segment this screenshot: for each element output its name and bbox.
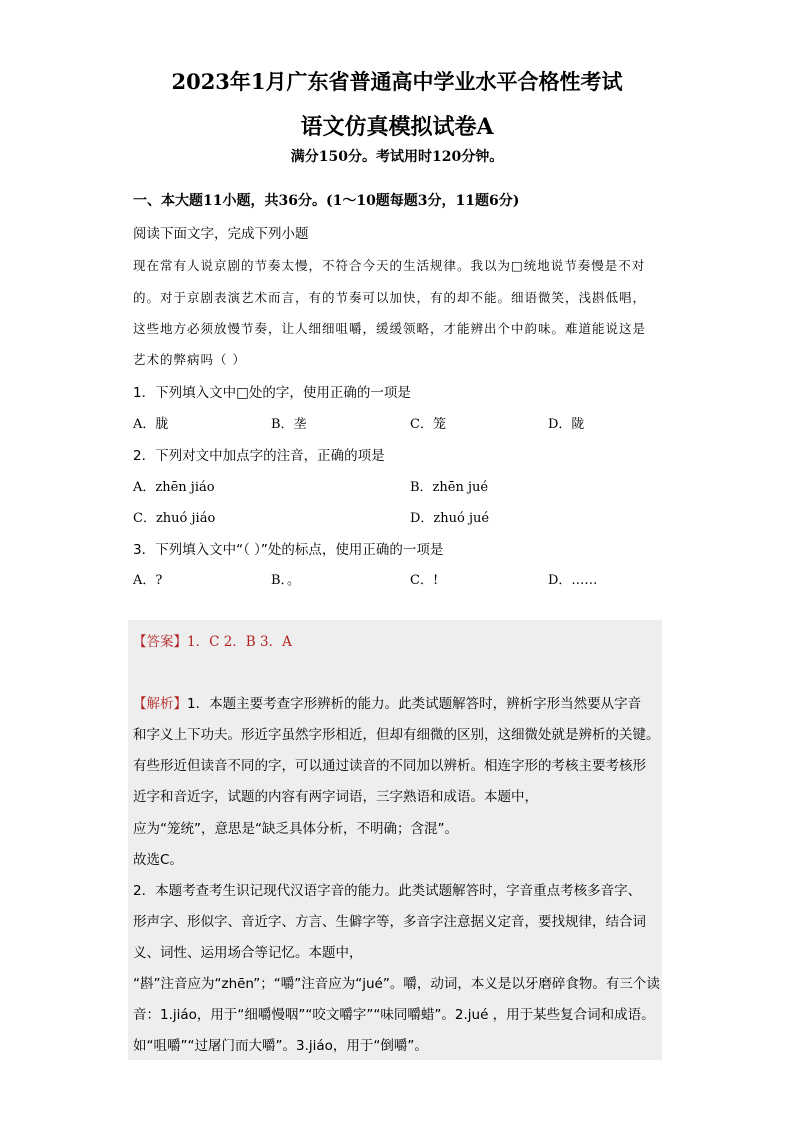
question-1-option-b: B．垄: [271, 417, 307, 432]
question-3-option-d: D．……: [548, 573, 598, 588]
answer-text: 1．C 2．B 3．A: [187, 634, 292, 650]
passage-line: 的。对于京剧表演艺术而言，有的节奏可以加快，有的却不能。细语微笑，浅斟低唱，: [133, 290, 647, 305]
reading-instruction: 阅读下面文字，完成下列小题: [133, 226, 309, 242]
question-2-option-b: B．zhēn jué: [410, 480, 489, 495]
question-2-option-d: D．zhuó jué: [410, 511, 490, 526]
question-3-option-c: C．!: [410, 573, 439, 588]
analysis-line: 近字和音近字，试题的内容有两字词语，三字熟语和成语。本题中，: [133, 789, 538, 805]
section-heading: 一、本大题11小题，共36分。(1～10题每题3分，11题6分): [133, 193, 520, 209]
analysis-label: 【解析】: [133, 696, 187, 712]
answer-line: [133, 630, 292, 650]
analysis-line: 如“咀嚼”“过屠门而大嚼”。3.jiáo，用于“倒嚼”。: [133, 1038, 428, 1054]
question-1-stem: 1．下列填入文中□处的字，使用正确的一项是: [133, 385, 411, 401]
question-3-option-a: A．?: [133, 573, 163, 588]
answer-analysis-box: [128, 620, 662, 1060]
question-1-option-d: D．陇: [548, 417, 585, 432]
analysis-line: “斟”注音应为“zhēn”；“嚼”注音应为“jué”。嚼，动词，本义是以牙磨碎食物。有三个读: [133, 976, 660, 992]
answer-label: 【答案】: [133, 634, 187, 650]
passage-line: 艺术的弊病吗（ ）: [133, 352, 246, 367]
question-2-stem: 2．下列对文中加点字的注音，正确的项是: [133, 448, 385, 464]
analysis-text: 1．本题主要考查字形辨析的能力。此类试题解答时，辨析字形当然要从字音: [187, 696, 642, 712]
question-1-option-a: A．胧: [133, 417, 169, 432]
question-3-stem: 3．下列填入文中“（ ）”处的标点，使用正确的一项是: [133, 542, 444, 558]
analysis-line: 和字义上下功夫。形近字虽然字形相近，但却有细微的区别，这细微处就是辨析的关键。: [133, 727, 660, 743]
analysis-line: 应为“笼统”，意思是“缺乏具体分析，不明确；含混”。: [133, 821, 458, 837]
analysis-line: 义、词性、运用场合等记忆。本题中，: [133, 945, 363, 961]
analysis-line: 形声字、形似字、音近字、方言、生僻字等，多音字注意据义定音，要找规律，结合词: [133, 914, 646, 930]
analysis-line: [133, 692, 641, 712]
question-1-option-c: C．笼: [410, 417, 446, 432]
paper-title: 语文仿真模拟试卷A: [300, 114, 494, 140]
question-2-option-a: A．zhēn jiáo: [133, 480, 215, 495]
question-3-option-b: B．。: [271, 573, 301, 588]
passage-line: 这些地方必须放慢节奏，让人细细咀嚼，缓缓领略，才能辨出个中韵味。难道能说这是: [133, 321, 647, 336]
analysis-line: 故选C。: [133, 852, 183, 868]
analysis-line: 音：1.jiáo，用于“细嚼慢咽”“咬文嚼字”“味同嚼蜡”。2.jué ，用于某些复合词和成语。: [133, 1007, 655, 1023]
question-2-option-c: C．zhuó jiáo: [133, 511, 216, 526]
exam-title: 2023年1月广东省普通高中学业水平合格性考试: [171, 69, 623, 94]
passage-line: 现在常有人说京剧的节奏太慢，不符合今天的生活规律。我以为□统地说节奏慢是不对: [133, 258, 646, 273]
analysis-line: 有些形近但读音不同的字，可以通过读音的不同加以辨析。相连字形的考核主要考核形: [133, 758, 646, 774]
exam-info: 满分150分。考试用时120分钟。: [290, 149, 504, 165]
analysis-line: 2．本题考查考生识记现代汉语字音的能力。此类试题解答时，字音重点考核多音字、: [133, 883, 642, 899]
